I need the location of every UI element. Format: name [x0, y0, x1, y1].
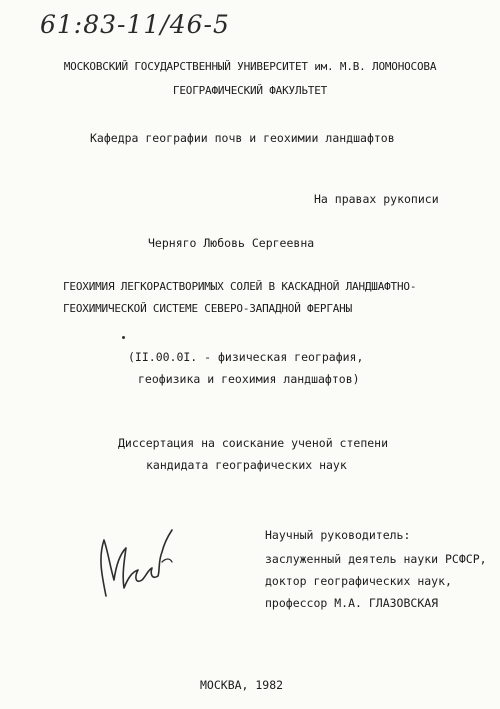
supervisor-line-3: профессор М.А. ГЛАЗОВСКАЯ	[265, 596, 439, 610]
ink-dot	[122, 336, 125, 339]
title-line-2: ГЕОХИМИЧЕСКОЙ СИСТЕМЕ СЕВЕРО-ЗАПАДНОЙ ФЕРГАНЫ	[63, 302, 353, 315]
library-shelfmark: 61:83-11/46-5	[40, 10, 230, 39]
supervisor-line-2: доктор географических наук,	[265, 574, 452, 588]
city-year: МОСКВА, 1982	[200, 678, 284, 692]
supervisor-heading: Научный руководитель:	[265, 528, 411, 542]
handwritten-signature	[88, 518, 174, 600]
author-name: Черняго Любовь Сергеевна	[148, 236, 315, 250]
university-name: МОСКОВСКИЙ ГОСУДАРСТВЕННЫЙ УНИВЕРСИТЕТ им. М.В. ЛОМОНОСОВА	[63, 60, 437, 73]
department-name: Кафедра географии почв и геохимии ландшафтов	[90, 131, 395, 145]
title-line-1: ГЕОХИМИЯ ЛЕГКОРАСТВОРИМЫХ СОЛЕЙ В КАСКАДНОЙ ЛАНДШАФТНО-	[63, 280, 417, 293]
rights-note: На правах рукописи	[314, 192, 439, 206]
degree-line-1: Диссертация на соискание ученой степени	[118, 436, 389, 450]
supervisor-line-1: заслуженный деятель науки РСФСР,	[265, 552, 487, 566]
specialty-line-1: (II.00.0I. - физическая география,	[128, 350, 364, 364]
faculty-name: ГЕОГРАФИЧЕСКИЙ ФАКУЛЬТЕТ	[172, 84, 328, 97]
degree-line-2: кандидата географических наук	[146, 458, 347, 472]
specialty-line-2: геофизика и геохимия ландшафтов)	[138, 372, 360, 386]
